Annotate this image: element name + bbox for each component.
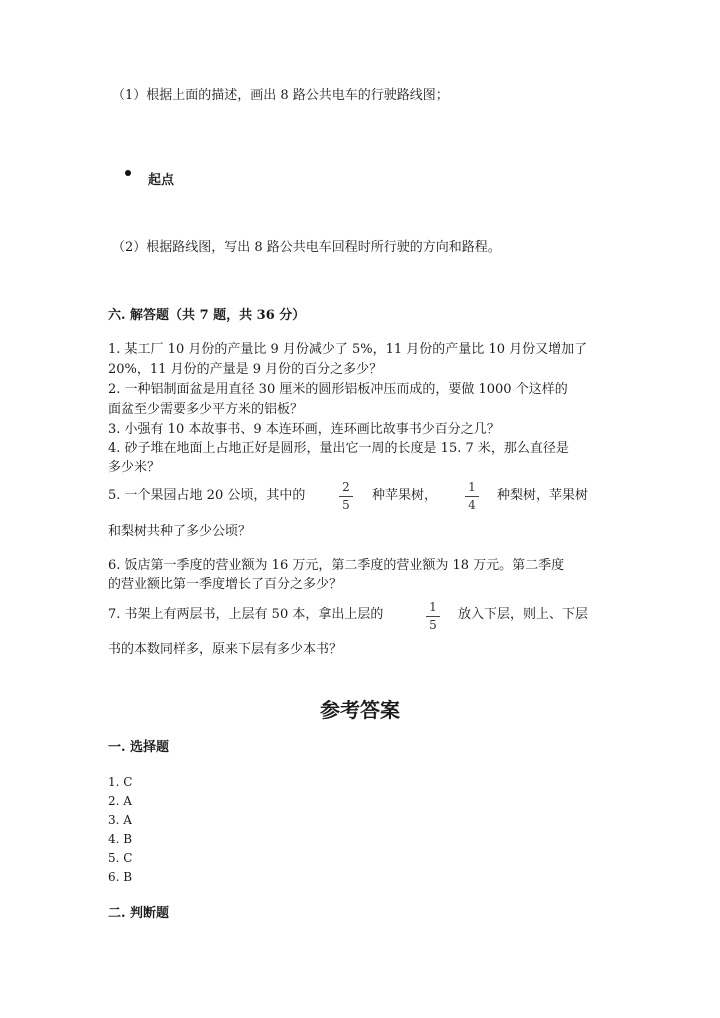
route-part1: （1）根据上面的描述，画出 8 路公共电车的行驶路线图； — [112, 88, 449, 103]
fraction-bar — [465, 496, 479, 497]
fraction-denominator: 5 — [342, 498, 350, 512]
question-3: 3. 小强有 10 本故事书、9 本连环画，连环画比故事书少百分之几？ — [108, 422, 500, 437]
question-5-text-a: 5. 一个果园占地 20 公顷，其中的 — [108, 488, 306, 503]
question-5-text-b: 种苹果树， — [372, 488, 438, 503]
fraction-one-fifth — [426, 601, 440, 632]
answers-section2-heading: 二. 判断题 — [108, 906, 170, 921]
start-point-marker — [125, 170, 131, 176]
question-4-line1: 4. 砂子堆在地面上占地正好是圆形，量出它一周的长度是 15. 7 米，那么直径是 — [108, 441, 569, 456]
question-1-line2: 20%，11 月份的产量是 9 月份的百分之多少？ — [108, 362, 383, 377]
question-2-line1: 2. 一种铝制面盆是用直径 30 厘米的圆形铝板冲压而成的，要做 1000 个这样的 — [108, 382, 568, 397]
start-label: 起点 — [148, 173, 175, 188]
answers-title: 参考答案 — [320, 698, 400, 722]
fraction-bar — [339, 496, 353, 497]
answer-item: 1. C — [108, 775, 133, 789]
fraction-one-fourth — [465, 481, 479, 512]
question-7-text-b: 放入下层，则上、下层 — [458, 607, 589, 622]
fraction-numerator: 1 — [429, 600, 437, 614]
route-part2: （2）根据路线图，写出 8 路公共电车回程时所行驶的方向和路程。 — [112, 240, 501, 255]
question-6-line1: 6. 饭店第一季度的营业额为 16 万元，第二季度的营业额为 18 万元。第二季度 — [108, 558, 565, 573]
question-4-line2: 多少米？ — [108, 460, 161, 475]
answer-item: 2. A — [108, 794, 132, 808]
question-7-text-a: 7. 书架上有两层书，上层有 50 本，拿出上层的 — [108, 607, 384, 622]
fraction-bar — [426, 616, 440, 617]
answer-item: 3. A — [108, 813, 132, 827]
answers-section1-heading: 一. 选择题 — [108, 740, 170, 755]
question-1-line1: 1. 某工厂 10 月份的产量比 9 月份减少了 5%，11 月份的产量比 10 月份又增加了 — [108, 342, 588, 357]
fraction-denominator: 4 — [468, 498, 476, 512]
question-5-text-c: 种梨树，苹果树 — [497, 488, 589, 503]
fraction-numerator: 2 — [342, 480, 350, 494]
question-6-line2: 的营业额比第一季度增长了百分之多少？ — [108, 577, 343, 592]
section6-heading: 六. 解答题（共 7 题，共 36 分） — [108, 308, 306, 323]
answer-item: 6. B — [108, 870, 133, 884]
answer-item: 5. C — [108, 851, 133, 865]
question-2-line2: 面盆至少需要多少平方米的铝板？ — [108, 402, 304, 417]
fraction-numerator: 1 — [468, 480, 476, 494]
fraction-denominator: 5 — [429, 618, 437, 632]
answer-item: 4. B — [108, 832, 133, 846]
fraction-two-fifths — [339, 481, 353, 512]
question-7-line2: 书的本数同样多，原来下层有多少本书？ — [108, 642, 343, 657]
question-5-line2: 和梨树共种了多少公顷？ — [108, 524, 252, 539]
